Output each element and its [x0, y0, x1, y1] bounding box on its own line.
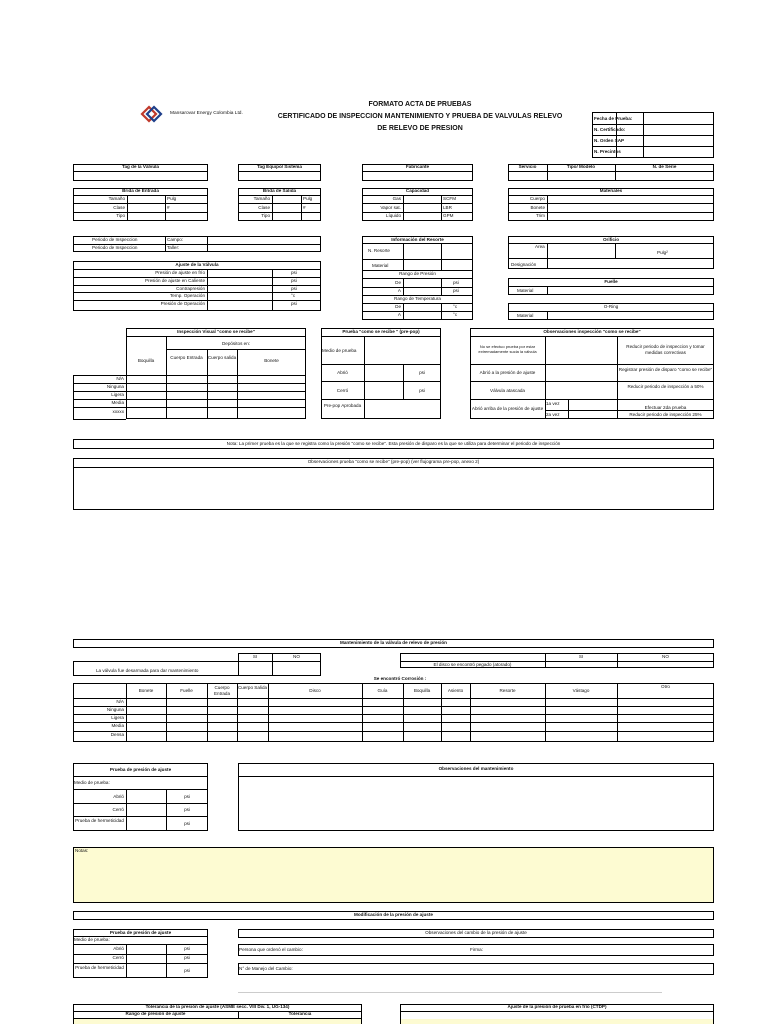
corr-col-cuerpo-salida: Cuerpo Salida: [237, 685, 268, 690]
obs-left-arriba: Abrió arriba de la presión de ajuste: [471, 406, 544, 411]
brida-salida-title: Brida de Salida: [262, 188, 297, 193]
capacidad-unit: SCFM: [443, 196, 457, 201]
prueba-ajuste-medio: Medio de prueba:: [74, 780, 110, 785]
orificio-designacion: Designación: [511, 262, 537, 267]
corr-row-na: N/A: [116, 699, 124, 704]
obs-mantenimiento-title: Observaciones del mantenimiento: [438, 766, 514, 771]
obs-right-50: Reducir periodo de inspección a 50%: [627, 384, 704, 389]
resorte-psi: psi: [453, 288, 459, 293]
mant-si: SI: [252, 654, 258, 659]
header-field-fecha: Fecha de Prueba:: [594, 116, 633, 121]
capacidad-vapor: Vapor sat.: [380, 205, 401, 210]
ajuste-unit: psi: [291, 286, 297, 291]
mod-prueba-herm: Prueba de hermeticidad: [75, 965, 124, 970]
resorte-rango-presion: Rango de Presión: [399, 271, 436, 276]
serie-label: N. de Serie: [652, 164, 677, 169]
doc-title-1: FORMATO ACTA DE PRUEBAS: [368, 101, 472, 108]
capacidad-unit: GPM: [443, 213, 454, 218]
ajuste-contrapresion: Contrapresión: [176, 286, 205, 291]
corr-row-ninguna: Ninguna: [106, 707, 124, 712]
corr-row-densa: Densa: [110, 732, 124, 737]
obs-left-sucia: No se efectuo prueba por estar extremadamente sucia la válvula: [478, 344, 537, 354]
ajuste-unit: psi: [291, 301, 297, 306]
prueba-ajuste-abrio: Abrió: [113, 794, 124, 799]
fabricante-label: Fabricante: [405, 164, 430, 169]
ajuste-operacion: Presión de Operación: [160, 301, 205, 306]
resorte-material: Material: [372, 263, 389, 268]
mod-manejo-box[interactable]: [238, 963, 714, 975]
disco-si: SI: [578, 654, 584, 659]
tolerancia-tol: Tolerancia: [288, 1011, 312, 1016]
prueba-ajuste-psi: psi: [184, 807, 190, 812]
mod-prueba-abrio: Abrió: [113, 946, 124, 951]
oring-title: O-Ring: [603, 304, 619, 309]
prueba-ajuste-cerro: Cerró: [112, 807, 124, 812]
nota-text: Nota: La primer prueba es la que se registra como la presión "como se recibe". Esta presión de disparo es la que se utiliza para determinar el periodo de inspección: [226, 441, 561, 446]
corrosion-title: Se encontró Corrosión :: [373, 676, 427, 681]
iv-row-xxxxx: xxxxx: [112, 409, 124, 414]
resorte-title: Información del Resorte: [391, 237, 444, 242]
fuelle-material: Material: [517, 288, 534, 293]
capacidad-liquido: Líquido: [385, 213, 401, 218]
corr-col-disco: Disco: [309, 688, 321, 693]
ajuste-title: Ajuste de la Válvula: [175, 262, 219, 267]
mant-no: NO: [293, 654, 300, 659]
brida-salida-unit: #: [303, 205, 306, 210]
mod-prueba-psi: psi: [184, 968, 190, 973]
resorte-deg: °c: [453, 304, 458, 309]
tipo-modelo-label: Tipo/ Modelo: [566, 164, 596, 169]
obs-right-registrar: Registrar presión de disparo "como se recibe": [618, 367, 713, 372]
materiales-cuerpo: Cuerpo: [529, 196, 545, 201]
orificio-unit: Pulg²: [657, 250, 668, 255]
iv-col-bonete: Bonete: [264, 358, 279, 363]
modificacion-title: Modificación de la presión de ajuste: [354, 912, 433, 917]
iv-col-boquilla: Boquilla: [137, 358, 155, 363]
prueba-ajuste-title: Prueba de presión de ajuste: [109, 767, 172, 772]
header-field-precintos: N. Precintos: [594, 149, 621, 154]
obs-right-25: Reducir periodo de inspección 25%: [629, 412, 702, 417]
materiales-title: Materiales: [599, 188, 623, 193]
ajuste-unit: °c: [291, 293, 296, 298]
iv-col-cuerpo-entrada: Cuerpo Entrada: [170, 355, 203, 360]
resorte-a: A: [397, 288, 401, 293]
fuelle-title: Fuelle: [604, 279, 618, 284]
obs-left-abrio: Abrió a la presión de ajuste: [479, 370, 536, 375]
prepop-abrio: Abrió: [337, 370, 348, 375]
prepop-title: Prueba "como se recibe " (pre-pop): [342, 329, 420, 334]
resorte-numero: N. Resorte: [368, 248, 390, 253]
mant-disco: El disco se encontró pegado (atorado): [433, 662, 512, 667]
iv-row-ninguna: Ninguna: [106, 384, 124, 389]
tag-equipo-label: Tag Equipo/ Sistema: [257, 164, 302, 169]
iv-row-ligera: Ligera: [111, 392, 124, 397]
brida-entrada-tamano: Tamaño: [108, 196, 125, 201]
notas-label: Notas:: [75, 848, 89, 853]
corr-col-fuelle: Fuelle: [180, 688, 193, 693]
logo-diamond-icon: [135, 104, 165, 124]
mod-prueba-psi: psi: [184, 955, 190, 960]
resorte-rango-temp: Rango de Temperatura: [394, 296, 441, 301]
mod-obs-title: Observaciones del cambio de la presión de ajuste: [425, 930, 527, 935]
corr-col-boquilla: Boquilla: [413, 688, 431, 693]
ajuste-unit: psi: [291, 270, 297, 275]
header-field-certificado: N. Certificado:: [594, 127, 626, 132]
prueba-ajuste-psi: psi: [184, 794, 190, 799]
prepop-aprobada: Pre-pop Aprobada: [323, 403, 362, 408]
mantenimiento-title: Mantenimiento de la válvula de relevo de presión: [340, 640, 447, 645]
brida-entrada-tipo: Tipo: [116, 213, 125, 218]
mod-persona: Persona que ordenó el cambio:: [239, 947, 303, 952]
corr-col-guia: Guía: [377, 688, 388, 693]
prepop-medio: Medio de prueba: [322, 348, 357, 353]
prepop-cerro: Cerró: [336, 388, 349, 393]
corr-row-media: Media: [111, 723, 124, 728]
mod-prueba-psi: psi: [184, 946, 190, 951]
brida-entrada-clase: Clase: [113, 205, 125, 210]
doc-title-3: DE RELEVO DE PRESION: [377, 125, 463, 132]
iv-col-cuerpo-salida: Cuerpo salida: [207, 355, 237, 360]
resorte-psi: psi: [453, 280, 459, 285]
corr-col-asiento: Asiento: [447, 688, 464, 693]
company-name: Mansarovar Energy Colombia Ltd.: [170, 111, 243, 116]
ajuste-unit: psi: [291, 278, 297, 283]
doc-title-2: CERTIFICADO DE INSPECCION MANTENIMIENTO Y PRUEBA DE VALVULAS RELEVO: [277, 113, 563, 120]
resorte-temp-a: A: [397, 312, 401, 317]
obs-right-reducir: Reducir periodo de inspeccion y tomar medidas correctivas: [626, 344, 705, 355]
obs-left-atascada: Válvula atascada: [490, 388, 525, 393]
periodo-campo-label: Periodo de Inspeccion: [92, 237, 138, 242]
corr-col-vastago: Vástago: [572, 688, 590, 693]
mod-prueba-title: Prueba de presión de ajuste: [109, 930, 172, 935]
mod-prueba-cerro: Cerró: [112, 955, 124, 960]
brida-salida-clase: Clase: [258, 205, 270, 210]
prueba-ajuste-psi: psi: [184, 821, 190, 826]
periodo-taller: Taller:: [167, 245, 180, 250]
iv-row-na: N/A: [116, 376, 124, 381]
prepop-psi: psi: [419, 370, 425, 375]
tolerancia-title: Tolerancia de la presión de ajuste (ASME secc. VIII Div. 1, UG-134): [145, 1004, 290, 1009]
brida-salida-tipo: Tipo: [261, 213, 270, 218]
corr-col-otro: Otro: [661, 684, 670, 689]
corr-col-resorte: Resorte: [499, 688, 516, 693]
inspeccion-visual-title: Inspección Visual "como se recibe": [177, 329, 255, 334]
capacidad-gas: Gas: [392, 196, 401, 201]
obs-mantenimiento-box[interactable]: [238, 763, 714, 831]
orificio-title: Orificio: [602, 237, 620, 242]
resorte-deg: °c: [453, 312, 458, 317]
servicio-label: Servicio: [518, 164, 537, 169]
tolerancia-rango: Rango de presión de ajuste: [125, 1011, 186, 1016]
prueba-ajuste-herm: Prueba de hermeticidad: [75, 818, 124, 823]
ajuste-frio: Presión de ajuste en frío: [155, 270, 205, 275]
obs-vez-1: 1a vez: [546, 401, 560, 406]
periodo-taller-label: Periodo de Inspeccion: [92, 245, 138, 250]
corr-col-cuerpo-entrada: Cuerpo Entrada: [213, 685, 231, 696]
resorte-de: De: [395, 280, 401, 285]
ajuste-caliente: Presión de ajuste en Caliente: [144, 278, 205, 283]
depositos-label: Depósitos en:: [221, 341, 251, 346]
tag-valvula-label: Tag de la Válvula: [122, 164, 159, 169]
obs-vez-2: 2a vez: [546, 412, 560, 417]
corr-row-ligera: Ligera: [111, 715, 124, 720]
materiales-bonete: Bonete: [530, 205, 545, 210]
oring-material: Material: [517, 313, 534, 318]
mod-firma: Firma:: [470, 947, 484, 952]
periodo-campo: Campo:: [167, 237, 184, 242]
header-field-orden: N. Orden SAP: [594, 138, 625, 143]
company-logo: [135, 104, 165, 124]
obs-inspeccion-title: Observaciones inspección "como se recibe": [543, 329, 641, 334]
orificio-area: Area: [535, 244, 545, 249]
prepop-psi: psi: [419, 388, 425, 393]
brida-entrada-title: Brida de Entrada: [122, 188, 159, 193]
mod-manejo: N° de Manejo del Cambio:: [239, 966, 293, 971]
notas-box[interactable]: [73, 847, 714, 903]
capacidad-title: Capacidad: [405, 188, 430, 193]
iv-row-media: Media: [111, 400, 124, 405]
brida-entrada-unit: Pulg: [167, 196, 177, 201]
obs-prepop-title: Observaciones prueba "como se recibe" (pre-pop) (ver flujograma pre-pop, anexo 2): [307, 459, 480, 464]
obs-prepop-box[interactable]: [73, 458, 714, 510]
brida-salida-unit: Pulg: [303, 196, 313, 201]
ajuste-temp: Temp. Operación: [170, 293, 205, 298]
mant-desarmada: La válvula fue desarmada para dar mantenimiento: [96, 668, 199, 673]
corr-col-bonete: Bonete: [138, 688, 154, 693]
obs-right-2da: Efectuar 2da prueba: [644, 405, 687, 410]
disco-no: NO: [662, 654, 669, 659]
ctdp-title: Ajuste de la presión de prueba en frío (CTDP): [507, 1004, 607, 1009]
brida-entrada-unit: #: [167, 205, 170, 210]
materiales-trim: Trim: [535, 213, 545, 218]
resorte-temp-de: De: [395, 304, 401, 309]
brida-salida-tamano: Tamaño: [253, 196, 270, 201]
mod-prueba-medio: Medio de prueba:: [74, 937, 110, 942]
capacidad-unit: LBR: [443, 205, 452, 210]
